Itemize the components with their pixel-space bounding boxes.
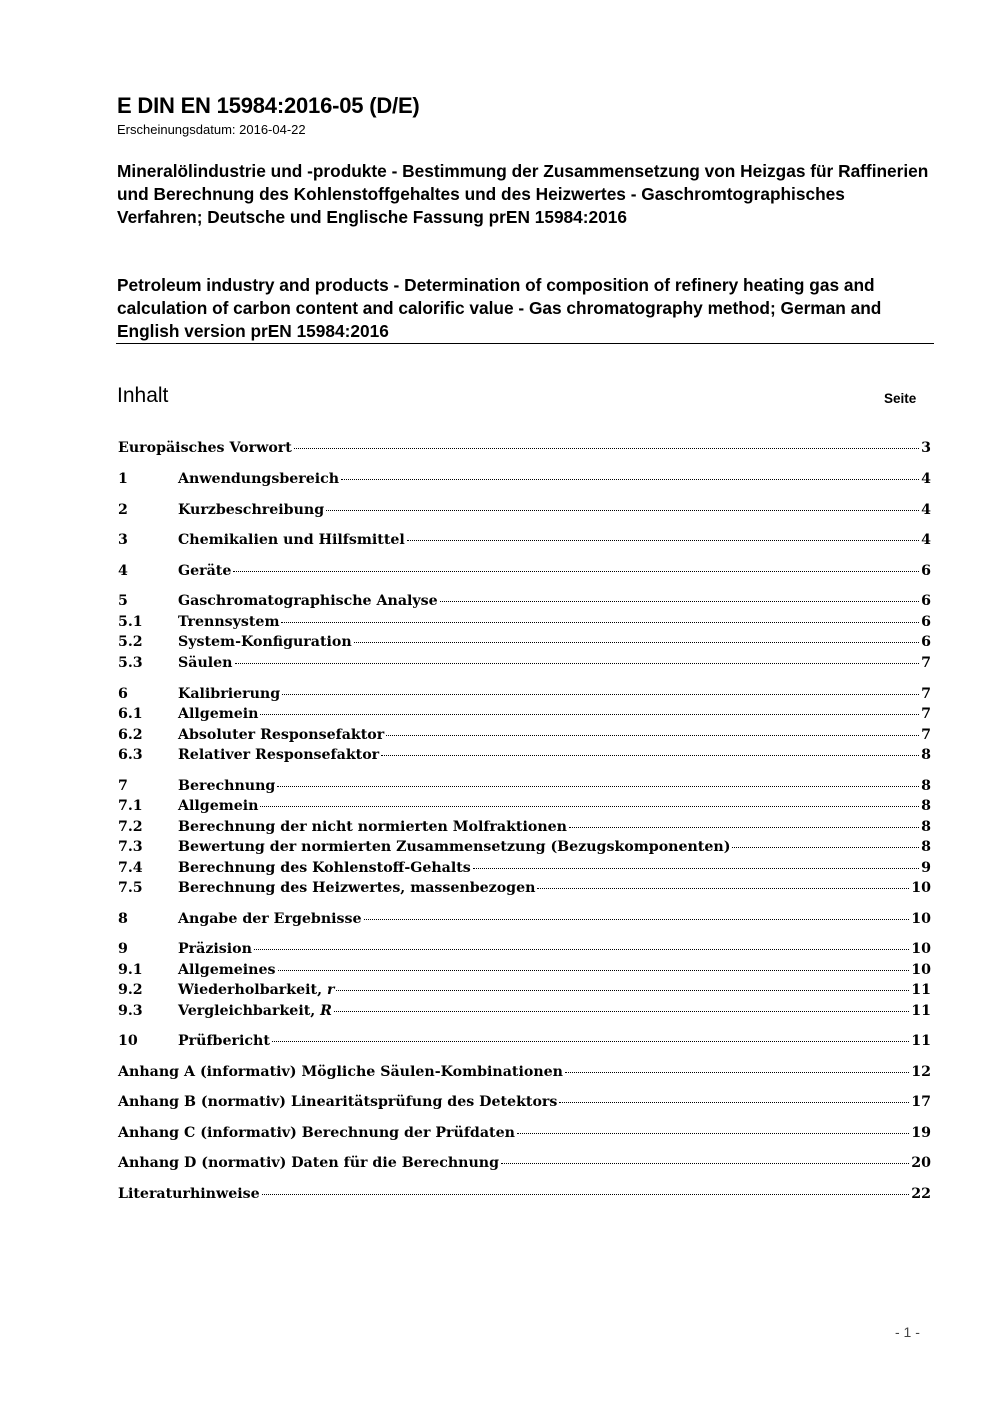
- toc-entry-number: 7.3: [118, 839, 143, 855]
- toc-entry[interactable]: [118, 747, 931, 767]
- toc-entry-title: Anwendungsbereich: [178, 471, 340, 487]
- toc-entry-page: 6: [921, 593, 931, 609]
- toc-entry-number: 7.5: [118, 880, 143, 896]
- toc-entry[interactable]: [118, 440, 931, 460]
- toc-entry-variable: R: [320, 1003, 332, 1019]
- toc-entry[interactable]: [118, 962, 931, 982]
- toc-entry-number: 9.3: [118, 1003, 143, 1019]
- toc-entry[interactable]: [118, 634, 931, 654]
- toc-entry-title: Bewertung der normierten Zusammensetzung (Bezugskomponenten): [178, 839, 731, 855]
- toc-entry[interactable]: [118, 982, 931, 1002]
- toc-entry-title: Anhang A (informativ) Mögliche Säulen-Kombinationen: [118, 1064, 563, 1080]
- toc-entry-title: Vergleichbarkeit, R: [178, 1003, 332, 1019]
- toc-entry-title: Prüfbericht: [178, 1033, 270, 1049]
- toc-entry-title: Berechnung des Kohlenstoff-Gehalts: [178, 860, 471, 876]
- toc-leader-dots: [537, 888, 909, 889]
- toc-entry-title: Anhang B (normativ) Linearitätsprüfung des Detektors: [118, 1094, 558, 1110]
- toc-entry-page: 7: [921, 727, 931, 743]
- toc-entry-number: 7.4: [118, 860, 143, 876]
- toc-entry-page: 4: [921, 532, 931, 548]
- toc-entry[interactable]: [118, 532, 931, 552]
- toc-entry-page: 8: [921, 819, 931, 835]
- toc-entry-number: 6.3: [118, 747, 143, 763]
- toc-leader-dots: [386, 735, 919, 736]
- toc-leader-dots: [282, 694, 919, 695]
- toc-entry-page: 7: [921, 706, 931, 722]
- toc-entry-title: Europäisches Vorwort: [118, 440, 292, 456]
- toc-entry[interactable]: [118, 1094, 931, 1114]
- toc-entry[interactable]: [118, 502, 931, 522]
- toc-entry[interactable]: [118, 655, 931, 675]
- doc-id: E DIN EN 15984:2016-05 (D/E): [117, 93, 420, 118]
- toc-entry-page: 19: [911, 1125, 931, 1141]
- toc-leader-dots: [440, 601, 919, 602]
- toc-entry-number: 5.1: [118, 614, 143, 630]
- toc-leader-dots: [262, 1194, 910, 1195]
- toc-leader-dots: [260, 714, 919, 715]
- toc-entry-number: 6.2: [118, 727, 143, 743]
- toc-entry-number: 7.2: [118, 819, 143, 835]
- toc-entry-title: Trennsystem: [178, 614, 280, 630]
- title-divider: [116, 343, 934, 344]
- toc-leader-dots: [732, 847, 919, 848]
- toc-entry-variable: r: [326, 982, 335, 998]
- toc-leader-dots: [272, 1041, 909, 1042]
- toc-entry-page: 4: [921, 502, 931, 518]
- toc-leader-dots: [381, 755, 919, 756]
- toc-leader-dots: [364, 919, 910, 920]
- toc-entry-number: 9.1: [118, 962, 143, 978]
- toc-entry-title: Säulen: [178, 655, 233, 671]
- toc-leader-dots: [341, 479, 919, 480]
- toc-leader-dots: [254, 949, 909, 950]
- toc-leader-dots: [326, 510, 919, 511]
- toc-entry[interactable]: [118, 839, 931, 859]
- toc-leader-dots: [294, 448, 919, 449]
- toc-entry-number: 9.2: [118, 982, 143, 998]
- toc-entry-title: Chemikalien und Hilfsmittel: [178, 532, 405, 548]
- toc-entry-title: Angabe der Ergebnisse: [178, 911, 362, 927]
- toc-entry-number: 10: [118, 1033, 138, 1049]
- toc-leader-dots: [407, 540, 919, 541]
- toc-entry-title: Literaturhinweise: [118, 1186, 260, 1202]
- toc-entry[interactable]: [118, 563, 931, 583]
- toc-leader-dots: [354, 642, 919, 643]
- toc-entry-title: Gaschromatographische Analyse: [178, 593, 438, 609]
- toc-leader-dots: [235, 663, 920, 664]
- toc-entry[interactable]: [118, 1155, 931, 1175]
- toc-entry-number: 7.1: [118, 798, 143, 814]
- toc-entry[interactable]: [118, 860, 931, 880]
- toc-entry-title: Präzision: [178, 941, 252, 957]
- toc-entry-page: 10: [911, 962, 931, 978]
- toc-entry-page: 17: [911, 1094, 931, 1110]
- toc-entry[interactable]: [118, 1125, 931, 1145]
- toc-entry-number: 5: [118, 593, 128, 609]
- toc-entry-title: Wiederholbarkeit, r: [178, 982, 335, 998]
- toc-entry-title: Berechnung: [178, 778, 276, 794]
- toc-entry[interactable]: [118, 778, 931, 798]
- toc-entry-number: 1: [118, 471, 128, 487]
- toc-entry-number: 6.1: [118, 706, 143, 722]
- toc-entry-title: Kurzbeschreibung: [178, 502, 325, 518]
- toc-entry-title: Berechnung der nicht normierten Molfraktionen: [178, 819, 567, 835]
- toc-entry-title: Allgemein: [178, 706, 259, 722]
- toc-entry-page: 8: [921, 778, 931, 794]
- toc-leader-dots: [281, 622, 919, 623]
- toc-leader-dots: [559, 1102, 909, 1103]
- toc-entry-number: 3: [118, 532, 128, 548]
- toc-leader-dots: [473, 868, 919, 869]
- toc-entry-page: 8: [921, 798, 931, 814]
- toc-entry[interactable]: [118, 727, 931, 747]
- toc-entry-page: 10: [911, 880, 931, 896]
- toc-entry[interactable]: [118, 1186, 931, 1206]
- publication-date: Erscheinungsdatum: 2016-04-22: [117, 122, 306, 137]
- toc-leader-dots: [517, 1133, 909, 1134]
- toc-entry-title: Allgemein: [178, 798, 259, 814]
- toc-leader-dots: [233, 571, 919, 572]
- toc-entry-title: Anhang D (normativ) Daten für die Berechnung: [118, 1155, 500, 1171]
- toc-entry-page: 11: [911, 1033, 931, 1049]
- toc-leader-dots: [565, 1072, 909, 1073]
- toc-entry-title: System-Konfiguration: [178, 634, 352, 650]
- page-number: - 1 -: [895, 1324, 920, 1340]
- toc-entry-page: 20: [911, 1155, 931, 1171]
- toc-entry[interactable]: [118, 1064, 931, 1084]
- toc-entry-page: 11: [911, 982, 931, 998]
- toc-entry-title: Anhang C (informativ) Berechnung der Prüfdaten: [118, 1125, 515, 1141]
- toc-entry-title: Absoluter Responsefaktor: [178, 727, 385, 743]
- toc-entry-number: 5.3: [118, 655, 143, 671]
- toc-entry-number: 4: [118, 563, 128, 579]
- toc-entry-page: 3: [921, 440, 931, 456]
- toc-leader-dots: [336, 990, 909, 991]
- toc-entry[interactable]: [118, 1003, 931, 1023]
- toc-entry-page: 12: [911, 1064, 931, 1080]
- toc-entry-page: 8: [921, 839, 931, 855]
- toc-entry[interactable]: [118, 706, 931, 726]
- toc-entry-page: 8: [921, 747, 931, 763]
- toc-leader-dots: [260, 806, 919, 807]
- toc-entry-page: 10: [911, 941, 931, 957]
- toc-entry-page: 22: [911, 1186, 931, 1202]
- toc-entry-number: 7: [118, 778, 128, 794]
- toc-entry[interactable]: [118, 471, 931, 491]
- toc-entry[interactable]: [118, 880, 931, 900]
- toc-entry[interactable]: [118, 1033, 931, 1053]
- toc-entry-number: 2: [118, 502, 128, 518]
- toc-entry-page: 10: [911, 911, 931, 927]
- toc-entry-number: 6: [118, 686, 128, 702]
- toc-entry-page: 6: [921, 634, 931, 650]
- toc-entry-page: 6: [921, 614, 931, 630]
- toc-entry-number: 9: [118, 941, 128, 957]
- toc-heading: Inhalt: [117, 384, 169, 407]
- toc-entry[interactable]: [118, 798, 931, 818]
- toc-entry-page: 7: [921, 655, 931, 671]
- toc-entry[interactable]: [118, 614, 931, 634]
- toc-entry-title: Allgemeines: [178, 962, 276, 978]
- toc-leader-dots: [501, 1163, 909, 1164]
- toc-entry[interactable]: [118, 686, 931, 706]
- toc-entry-number: 8: [118, 911, 128, 927]
- toc-leader-dots: [334, 1011, 909, 1012]
- toc-entry-title: Geräte: [178, 563, 232, 579]
- toc-entry[interactable]: [118, 941, 931, 961]
- title-german: Mineralölindustrie und -produkte - Bestimmung der Zusammensetzung von Heizgas für Raffinerien und Berechnung des Kohlenstoffgehaltes und des Heizwertes - Gaschromtographisches Verfahren; Deutsche und Englische Fassung prEN 15984:2016: [117, 161, 929, 227]
- title-english: Petroleum industry and products - Determination of composition of refinery heating gas and calculation of carbon content and calorific value - Gas chromatography method; German and English version prEN 15984:2016: [117, 275, 882, 341]
- toc-entry-title: Berechnung des Heizwertes, massenbezogen: [178, 880, 536, 896]
- toc-entry-page: 11: [911, 1003, 931, 1019]
- toc-leader-dots: [569, 827, 919, 828]
- toc-entry-title: Relativer Responsefaktor: [178, 747, 380, 763]
- page-column-label: Seite: [884, 391, 917, 406]
- toc-entry[interactable]: [118, 819, 931, 839]
- toc-leader-dots: [277, 786, 919, 787]
- toc-entry-title: Kalibrierung: [178, 686, 281, 702]
- toc-entry[interactable]: [118, 593, 931, 613]
- toc-entry-page: 7: [921, 686, 931, 702]
- toc-entry[interactable]: [118, 911, 931, 931]
- toc-entry-page: 6: [921, 563, 931, 579]
- toc-leader-dots: [278, 970, 910, 971]
- toc-entry-number: 5.2: [118, 634, 143, 650]
- toc-entry-page: 9: [921, 860, 931, 876]
- toc-entry-page: 4: [921, 471, 931, 487]
